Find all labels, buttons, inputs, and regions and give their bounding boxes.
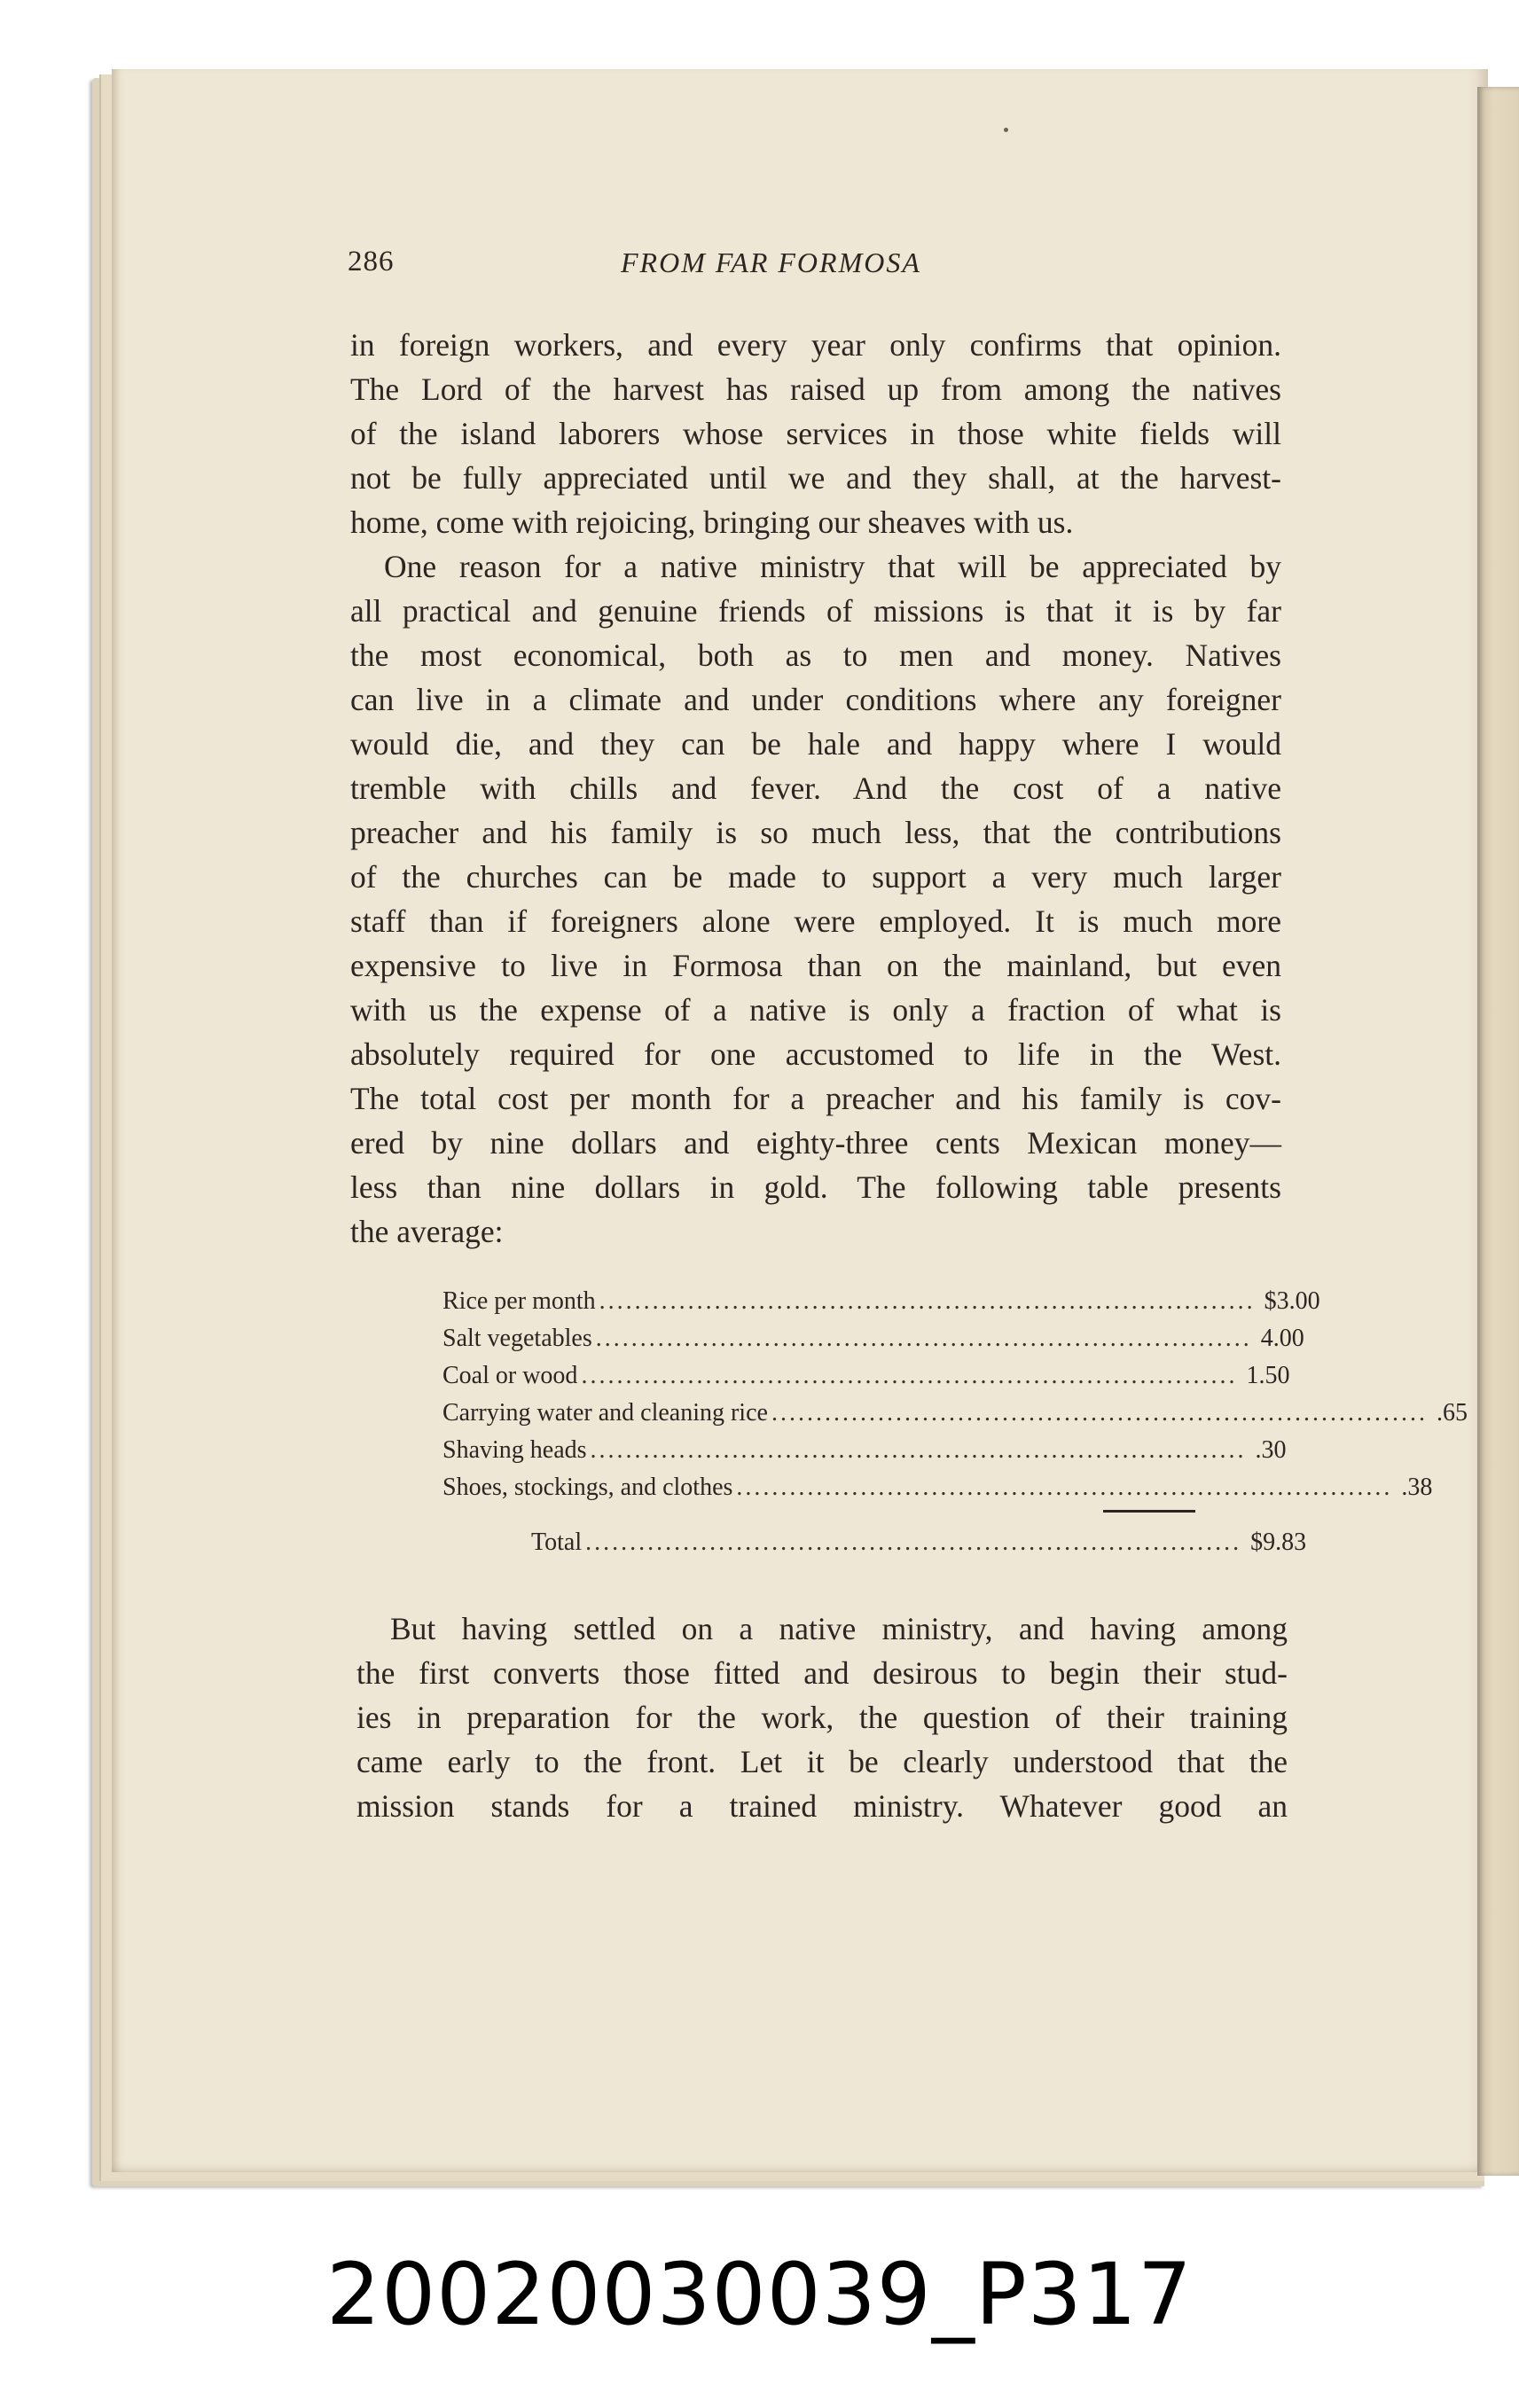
dot-leader: .......................................................................... bbox=[595, 1325, 1252, 1352]
text-line: came early to the front. Let it be clearly understood that the bbox=[356, 1744, 1288, 1779]
table-total-row bbox=[531, 1524, 1307, 1561]
text-line: of the churches can be made to support a very much larger bbox=[350, 859, 1281, 895]
text-line: absolutely required for one accustomed to life in the West. bbox=[350, 1036, 1281, 1072]
table-row-amount: 1.50 bbox=[1246, 1362, 1290, 1389]
table-row-item: Coal or wood bbox=[442, 1362, 578, 1389]
table-row bbox=[442, 1283, 1320, 1320]
text-line: ered by nine dollars and eighty-three cents Mexican money— bbox=[350, 1125, 1281, 1161]
archive-id-caption: 20020030039_P317 bbox=[326, 2245, 1193, 2344]
table-total-label: Total bbox=[531, 1528, 583, 1556]
text-line: would die, and they can be hale and happy where I would bbox=[350, 726, 1281, 762]
table-row-item: Shoes, stockings, and clothes bbox=[442, 1474, 733, 1501]
text-line: tremble with chills and fever. And the cost of a native bbox=[350, 770, 1281, 806]
table-row bbox=[442, 1469, 1433, 1506]
table-row bbox=[442, 1357, 1290, 1395]
dot-leader: .......................................................................... bbox=[590, 1436, 1247, 1464]
dot-leader: .......................................................................... bbox=[599, 1287, 1256, 1315]
text-line: ies in preparation for the work, the question of their training bbox=[356, 1700, 1288, 1735]
text-line: all practical and genuine friends of missions is that it is by far bbox=[350, 593, 1281, 629]
paper-speck bbox=[1004, 128, 1008, 132]
text-line: preacher and his family is so much less, that the contributions bbox=[350, 815, 1281, 850]
table-row bbox=[442, 1320, 1304, 1357]
facing-page-edge bbox=[1477, 87, 1519, 2176]
text-line: The Lord of the harvest has raised up from among the natives bbox=[350, 371, 1281, 407]
table-row-amount: .65 bbox=[1436, 1399, 1468, 1427]
table-row-item: Shaving heads bbox=[442, 1436, 587, 1464]
dot-leader: .......................................................................... bbox=[771, 1399, 1428, 1427]
table-row-item: Salt vegetables bbox=[442, 1325, 592, 1352]
text-line: The total cost per month for a preacher and his family is cov- bbox=[350, 1081, 1281, 1116]
table-row bbox=[442, 1395, 1468, 1432]
text-line: the most economical, both as to men and money. Natives bbox=[350, 637, 1281, 673]
text-line: home, come with rejoicing, bringing our sheaves with us. bbox=[350, 504, 1074, 540]
text-line: mission stands for a trained ministry. Whatever good an bbox=[356, 1788, 1288, 1824]
text-line: of the island laborers whose services in those white fields will bbox=[350, 416, 1281, 451]
running-head: FROM FAR FORMOSA bbox=[621, 246, 921, 278]
text-line: in foreign workers, and every year only confirms that opinion. bbox=[350, 327, 1281, 363]
text-line: can live in a climate and under conditions where any foreigner bbox=[350, 682, 1281, 717]
table-row-item: Rice per month bbox=[442, 1287, 596, 1315]
table-row-amount: .38 bbox=[1401, 1474, 1433, 1501]
text-line: But having settled on a native ministry, and having among bbox=[390, 1611, 1288, 1646]
text-line: less than nine dollars in gold. The following table presents bbox=[350, 1169, 1281, 1205]
text-line: One reason for a native ministry that will be appreciated by bbox=[384, 549, 1281, 584]
text-line: with us the expense of a native is only a fraction of what is bbox=[350, 992, 1281, 1028]
table-row bbox=[442, 1432, 1287, 1469]
dot-leader: .......................................................................... bbox=[581, 1362, 1238, 1389]
text-line: staff than if foreigners alone were employed. It is much more bbox=[350, 903, 1281, 939]
table-row-amount: $3.00 bbox=[1264, 1287, 1320, 1315]
text-line: the average: bbox=[350, 1214, 504, 1249]
dot-leader: .......................................................................... bbox=[736, 1474, 1393, 1501]
page-number: 286 bbox=[348, 246, 395, 278]
total-rule bbox=[1103, 1510, 1195, 1513]
table-row-item: Carrying water and cleaning rice bbox=[442, 1399, 768, 1427]
text-line: expensive to live in Formosa than on the mainland, but even bbox=[350, 948, 1281, 983]
dot-leader: .......................................................................... bbox=[585, 1528, 1242, 1556]
table-row-amount: 4.00 bbox=[1260, 1325, 1304, 1352]
table-total-amount: $9.83 bbox=[1250, 1528, 1307, 1556]
text-line: not be fully appreciated until we and they shall, at the harvest- bbox=[350, 460, 1281, 496]
table-row-amount: .30 bbox=[1255, 1436, 1287, 1464]
text-line: the first converts those fitted and desirous to begin their stud- bbox=[356, 1655, 1288, 1691]
